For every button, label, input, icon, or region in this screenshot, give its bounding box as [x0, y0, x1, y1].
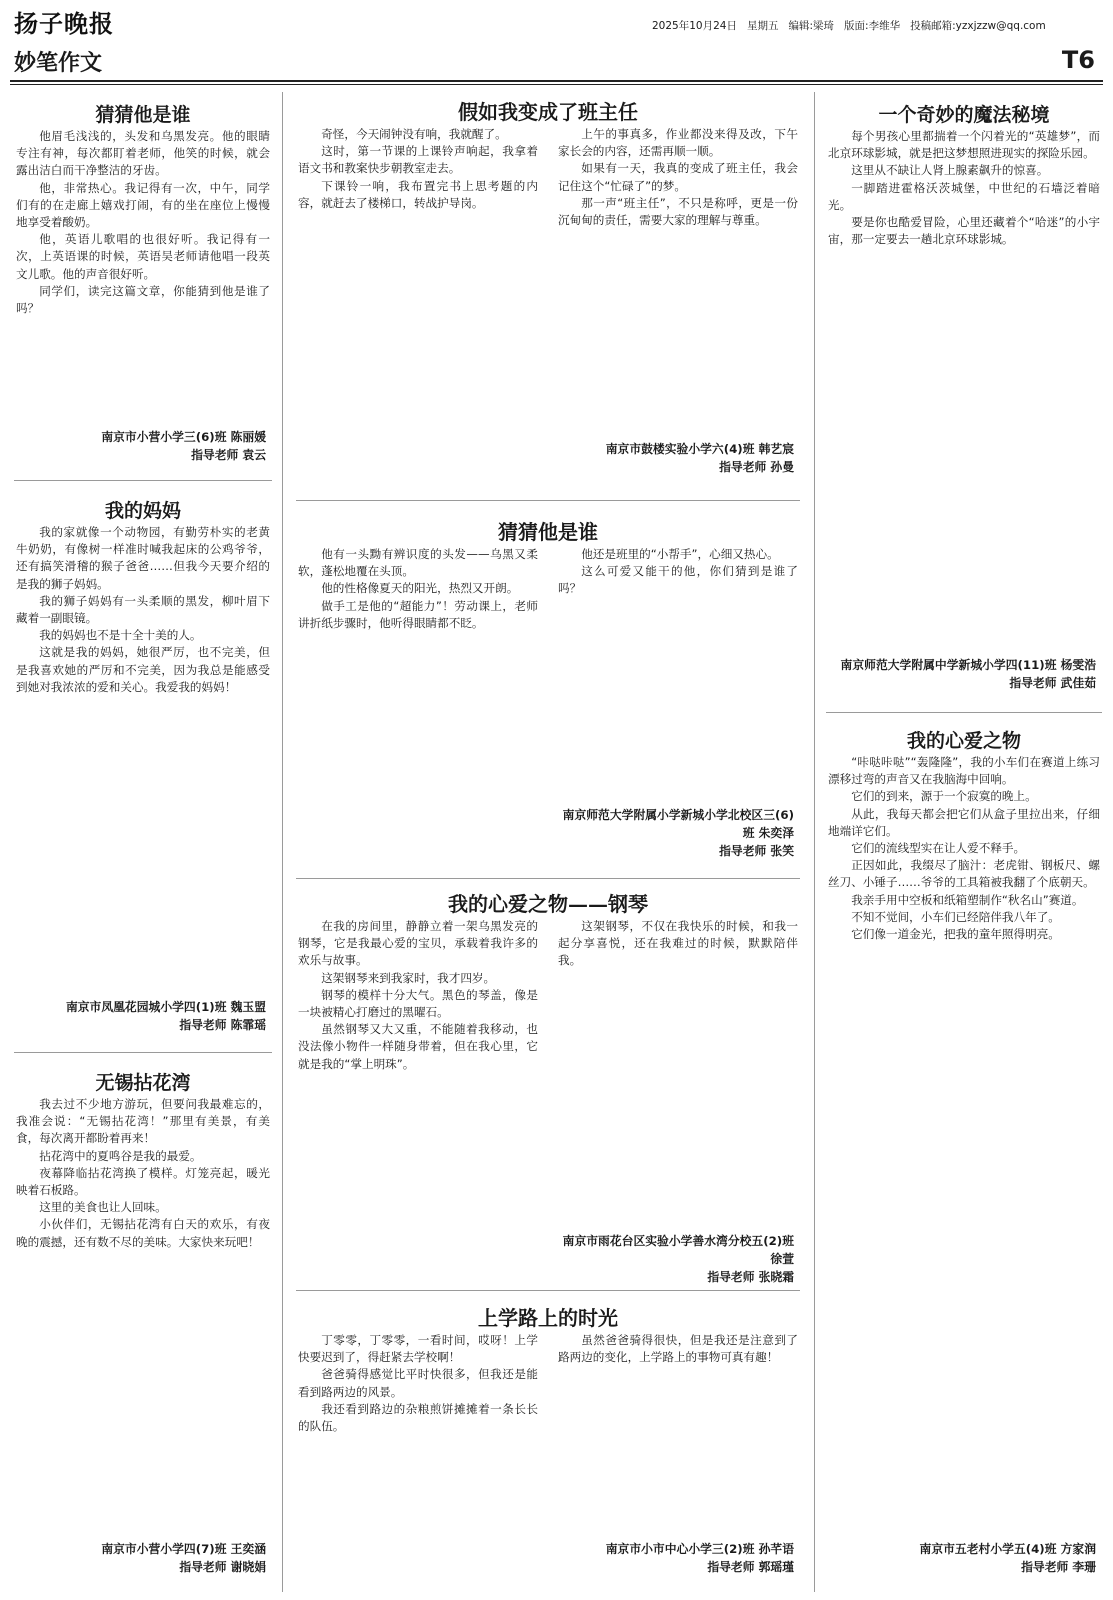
- author-school: 南京市小营小学三(6)班 陈丽媛: [101, 430, 266, 444]
- paragraph: 我去过不少地方游玩，但要问我最难忘的，我准会说：“无锡拈花湾！”那里有美景，有美食，每次离开都盼着再来！: [16, 1097, 270, 1146]
- article-byline: [558, 806, 794, 860]
- article-body: [298, 1332, 538, 1590]
- paragraph: 我还看到路边的杂粮煎饼摊摊着一条长长的队伍。: [298, 1401, 538, 1434]
- article-title: 我的妈妈: [104, 500, 181, 522]
- article-body: [828, 754, 1100, 1528]
- section-divider: [296, 878, 800, 879]
- paragraph: 钢琴的模样十分大气。黑色的琴盖，像是一块被精心打磨过的黑曜石。: [298, 987, 538, 1020]
- author-school: 南京市小市中心小学三(2)班 孙芊语: [605, 1542, 794, 1556]
- article-body: [298, 918, 538, 1282]
- article-title: 我的心爱之物——钢琴: [448, 892, 648, 916]
- paragraph: 他眉毛浅浅的，头发和乌黑发亮。他的眼睛专注有神，每次都盯着老师，他笑的时候，就会露出洁白而干净整洁的牙齿。: [16, 129, 270, 178]
- paragraph: 这就是我的妈妈，她很严厉，也不完美，但是我喜欢她的严厉和不完美，因为我总是能感受到她对我浓浓的爱和关心。我爱我的妈妈！: [16, 645, 270, 694]
- paragraph: 我的妈妈也不是十全十美的人。: [39, 628, 202, 643]
- author-school: 南京市凤凰花园城小学四(1)班 魏玉盟: [65, 1000, 266, 1014]
- column-divider: [814, 92, 815, 1592]
- article-byline: [558, 440, 794, 476]
- paragraph: 我亲手用中空板和纸箱塑制作“秋名山”赛道。: [851, 892, 1084, 907]
- article-title: 一个奇妙的魔法秘境: [878, 104, 1050, 126]
- paragraph: 从此，我每天都会把它们从盒子里拉出来，仔细地端详它们。: [828, 806, 1100, 838]
- article-body: [558, 546, 798, 786]
- guiding-teacher: 指导老师 李珊: [1021, 1560, 1096, 1574]
- guiding-teacher: 指导老师 郭瑶瑾: [707, 1560, 794, 1574]
- paragraph: 拈花湾中的夏鸣谷是我的最爱。: [39, 1148, 202, 1163]
- article-body: [298, 546, 538, 866]
- paragraph: 他的性格像夏天的阳光，热烈又开朗。: [321, 581, 519, 596]
- article-byline: [16, 1540, 266, 1576]
- paragraph: 小伙伴们，无锡拈花湾有白天的欢乐，有夜晚的震撼，还有数不尽的美味。大家快来玩吧！: [16, 1217, 270, 1249]
- article-title: 上学路上的时光: [478, 1306, 618, 1330]
- paragraph: 不知不觉间，小车们已经陪伴我八年了。: [851, 909, 1060, 924]
- section-title: 妙笔作文: [14, 50, 103, 76]
- section-divider: [14, 1052, 272, 1053]
- paragraph: 同学们，读完这篇文章，你能猜到他是谁了吗？: [16, 283, 270, 316]
- article-body: [558, 126, 798, 416]
- article-byline: [16, 998, 266, 1034]
- author-school: 南京师范大学附属小学新城小学北校区三(6)班 朱奕泽: [562, 808, 794, 840]
- article-body: [828, 128, 1100, 648]
- paragraph: 这么可爱又能干的他，你们猜到是谁了吗？: [558, 564, 798, 596]
- header-rule: [10, 80, 1103, 82]
- page-number: T6: [1061, 46, 1095, 74]
- paragraph: 正因如此，我缀尽了脑汁：老虎钳、钢板尺、螺丝刀、小锤子……爷爷的工具箱被我翻了个底朝天。: [828, 858, 1100, 890]
- paragraph: 虽然钢琴又大又重，不能随着我移动，也没法像小物件一样随身带着，但在我心里，它就是我的“掌上明珠”。: [298, 1022, 538, 1071]
- article-body: [16, 524, 270, 994]
- paragraph: 夜幕降临拈花湾换了模样。灯笼亮起，暖光映着石板路。: [16, 1165, 270, 1198]
- paragraph: 我的家就像一个动物园，有勤劳朴实的老黄牛奶奶，有像树一样准时喊我起床的公鸡爷爷，还有搞笑滑稽的猴子爸爸……但我今天要介绍的是我的狮子妈妈。: [16, 525, 270, 591]
- section-divider: [14, 480, 272, 481]
- header-rule-thin: [10, 84, 1103, 85]
- article-byline: [828, 1540, 1096, 1576]
- layout-credit: 版面:李维华: [844, 20, 901, 32]
- submission-email: 投稿邮箱:yzxjzzw@qq.com: [910, 20, 1046, 32]
- paragraph: 它们的流线型实在让人爱不释手。: [851, 841, 1026, 856]
- paragraph: 这里从不缺让人肾上腺素飙升的惊喜。: [851, 163, 1049, 178]
- article-body: [16, 128, 270, 423]
- article-body: [298, 126, 538, 496]
- paragraph: 这时，第一节课的上课铃声响起，我拿着语文书和教案快步朝教室走去。: [298, 144, 538, 176]
- paragraph: 奇怪，今天闹钟没有响，我就醒了。: [321, 127, 507, 141]
- article-byline: [828, 656, 1096, 692]
- paragraph: 做手工是他的“超能力”！劳动课上，老师讲折纸步骤时，他听得眼睛都不眨。: [298, 598, 538, 630]
- paragraph: 如果有一天，我真的变成了班主任，我会记住这个“忙碌了”的梦。: [558, 161, 798, 193]
- paragraph: 这架钢琴来到我家时，我才四岁。: [321, 970, 496, 985]
- guiding-teacher: 指导老师 武佳茹: [1009, 676, 1096, 690]
- article-byline: [558, 1540, 794, 1576]
- paragraph: 爸爸骑得感觉比平时快很多，但我还是能看到路两边的风景。: [298, 1367, 538, 1399]
- issue-weekday: 星期五: [746, 20, 779, 32]
- guiding-teacher: 指导老师 张晓霜: [707, 1270, 794, 1284]
- paragraph: 每个男孩心里都揣着一个闪着光的“英雄梦”，而北京环球影城，就是把这梦想照进现实的探险乐园。: [828, 129, 1100, 161]
- section-divider: [826, 712, 1102, 713]
- article-body: [558, 1332, 798, 1482]
- article-body: [558, 918, 798, 1218]
- article-byline: [558, 1232, 794, 1286]
- article-title: 我的心爱之物: [906, 730, 1021, 752]
- paragraph: 他，非常热心。我记得有一次，中午，同学们有的在走廊上嬉戏打闹，有的坐在座位上慢慢地享受着酸奶。: [16, 180, 270, 230]
- paragraph: 这架钢琴，不仅在我快乐的时候，和我一起分享喜悦，还在我难过的时候，默默陪伴我。: [558, 919, 798, 968]
- article-title: 猜猜他是谁: [498, 520, 598, 544]
- paragraph: 他有一头黝有辨识度的头发——乌黑又柔软，蓬松地覆在头顶。: [298, 547, 538, 579]
- section-divider: [296, 1290, 800, 1291]
- paragraph: 那一声“班主任”，不只是称呼，更是一份沉甸甸的责任，需要大家的理解与尊重。: [558, 195, 798, 228]
- paragraph: 它们的到来，源于一个寂寞的晚上。: [851, 789, 1037, 804]
- author-school: 南京师范大学附属中学新城小学四(11)班 杨雯浩: [840, 658, 1096, 672]
- guiding-teacher: 指导老师 袁云: [191, 448, 266, 462]
- paragraph: 要是你也酷爱冒险，心里还藏着个“哈迷”的小宇宙，那一定要去一趟北京环球影城。: [828, 215, 1100, 247]
- guiding-teacher: 指导老师 谢晓娟: [179, 1560, 266, 1574]
- article-title: 无锡拈花湾: [95, 1072, 191, 1094]
- masthead-logo: 扬子晚报: [14, 9, 114, 38]
- paragraph: 它们像一道金光，把我的童年照得明亮。: [851, 927, 1060, 942]
- editor-credit: 编辑:梁琦: [788, 20, 835, 32]
- paragraph: 上午的事真多，作业都没来得及改，下午家长会的内容，还需再顺一顺。: [558, 127, 798, 159]
- paragraph: 我的狮子妈妈有一头柔顺的黑发，柳叶眉下藏着一副眼镜。: [16, 593, 270, 626]
- paragraph: “咔哒咔哒”“轰隆隆”，我的小车们在赛道上练习漂移过弯的声音又在我脑海中回响。: [828, 755, 1100, 787]
- author-school: 南京市鼓楼实验小学六(4)班 韩艺宸: [605, 442, 794, 456]
- article-title: 猜猜他是谁: [95, 104, 191, 126]
- column-divider: [282, 92, 283, 1592]
- paragraph: 一脚踏进霍格沃茨城堡，中世纪的石墙泛着暗光。: [828, 180, 1100, 212]
- article-byline: [16, 428, 266, 464]
- paragraph: 这里的美食也让人回味。: [39, 1200, 167, 1215]
- paragraph: 他，英语儿歌唱的也很好听。我记得有一次，上英语课的时候，英语吴老师请他唱一段英文儿歌。他的声音很好听。: [16, 232, 270, 281]
- section-divider: [296, 500, 800, 501]
- guiding-teacher: 指导老师 孙曼: [719, 460, 794, 474]
- paragraph: 虽然爸爸骑得很快，但是我还是注意到了路两边的变化，上学路上的事物可真有趣！: [558, 1333, 798, 1365]
- paragraph: 下课铃一响，我布置完书上思考题的内容，就赶去了楼梯口，转战护导岗。: [298, 178, 538, 210]
- author-school: 南京市五老村小学五(4)班 方家润: [919, 1542, 1096, 1556]
- guiding-teacher: 指导老师 张笑: [719, 844, 794, 858]
- issue-info-line: [652, 18, 1046, 33]
- paragraph: 他还是班里的“小帮手”，心细又热心。: [581, 547, 779, 561]
- article-title: 假如我变成了班主任: [458, 100, 638, 124]
- author-school: 南京市小营小学四(7)班 王奕涵: [101, 1542, 266, 1556]
- author-school: 南京市雨花台区实验小学善水湾分校五(2)班 徐萱: [562, 1234, 794, 1266]
- article-body: [16, 1096, 270, 1528]
- guiding-teacher: 指导老师 陈霏瑶: [179, 1018, 266, 1032]
- paragraph: 在我的房间里，静静立着一架乌黑发亮的钢琴，它是我最心爱的宝贝，承载着我许多的欢乐与故事。: [298, 919, 538, 968]
- issue-date: 2025年10月24日: [652, 20, 737, 32]
- paragraph: 丁零零，丁零零，一看时间，哎呀！上学快要迟到了，得赶紧去学校啊！: [298, 1333, 538, 1365]
